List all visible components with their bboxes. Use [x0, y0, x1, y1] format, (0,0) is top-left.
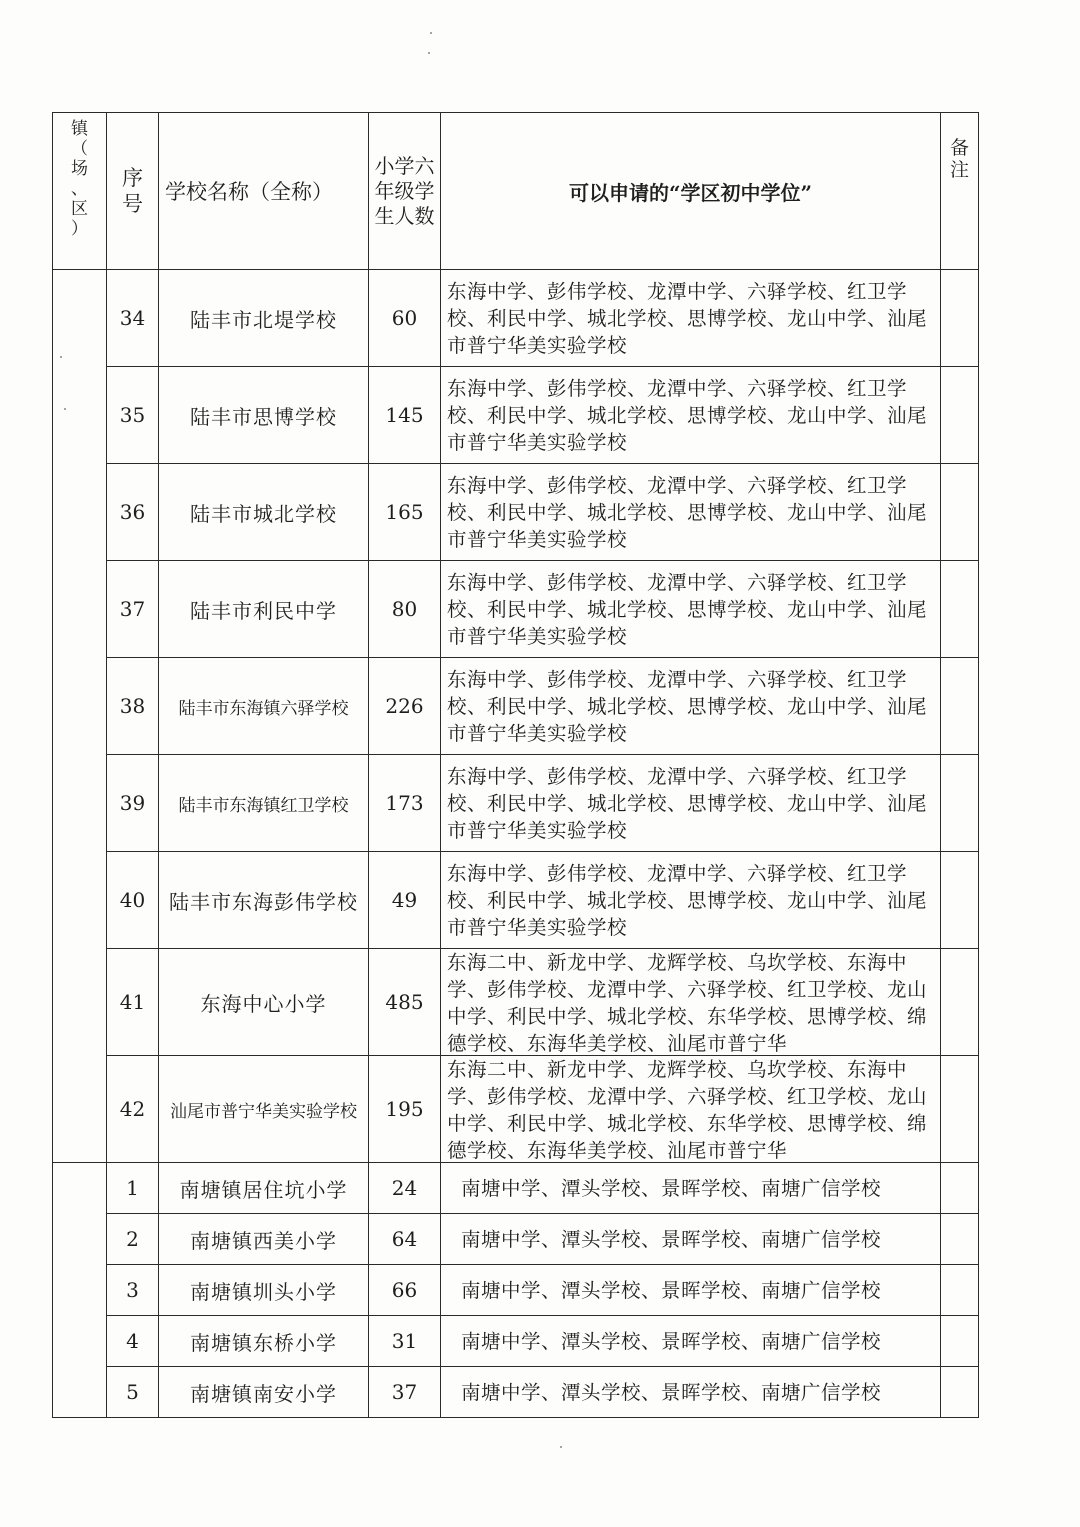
student-count: 145: [369, 367, 441, 464]
note-cell: [941, 1056, 979, 1163]
school-name: 陆丰市东海彭伟学校: [159, 852, 369, 949]
school-name: 南塘镇东桥小学: [159, 1316, 369, 1367]
row-number: 39: [107, 755, 159, 852]
school-name: 陆丰市北堤学校: [159, 270, 369, 367]
school-name: 南塘镇居住坑小学: [159, 1163, 369, 1214]
scan-speck: [428, 52, 430, 54]
row-number: 37: [107, 561, 159, 658]
student-count: 31: [369, 1316, 441, 1367]
student-count: 173: [369, 755, 441, 852]
student-count: 37: [369, 1367, 441, 1418]
school-name: 东海中心小学: [159, 949, 369, 1056]
eligible-schools: 东海中学、彭伟学校、龙潭中学、六驿学校、红卫学校、利民中学、城北学校、思博学校、龙山中学、汕尾市普宁华美实验学校: [447, 861, 928, 939]
row-number: 35: [107, 367, 159, 464]
school-name: 陆丰市东海镇六驿学校: [159, 658, 369, 755]
header-no: 序 号: [107, 113, 159, 270]
table-row: [53, 1265, 979, 1316]
table-row: [53, 949, 979, 1056]
header-schools: 可以申请的“学区初中学位”: [441, 113, 941, 270]
student-count: 24: [369, 1163, 441, 1214]
note-cell: [941, 1316, 979, 1367]
table-row: [53, 270, 979, 367]
eligible-schools: 东海中学、彭伟学校、龙潭中学、六驿学校、红卫学校、利民中学、城北学校、思博学校、龙山中学、汕尾市普宁华美实验学校: [447, 376, 928, 454]
row-number: 1: [107, 1163, 159, 1214]
student-count: 80: [369, 561, 441, 658]
table-row: [53, 755, 979, 852]
student-count: 60: [369, 270, 441, 367]
scan-speck: [430, 32, 432, 34]
school-name: 陆丰市东海镇红卫学校: [159, 755, 369, 852]
table-row: [53, 658, 979, 755]
row-number: 34: [107, 270, 159, 367]
eligible-schools: 南塘中学、潭头学校、景晖学校、南塘广信学校: [441, 1163, 941, 1214]
table-row: [53, 561, 979, 658]
scan-speck: [64, 408, 66, 410]
row-number: 3: [107, 1265, 159, 1316]
eligible-schools: 东海中学、彭伟学校、龙潭中学、六驿学校、红卫学校、利民中学、城北学校、思博学校、龙山中学、汕尾市普宁华美实验学校: [447, 473, 928, 551]
school-name: 汕尾市普宁华美实验学校: [159, 1056, 369, 1163]
row-number: 38: [107, 658, 159, 755]
student-count: 49: [369, 852, 441, 949]
eligible-schools-cell: [441, 949, 941, 1056]
table-body: [53, 113, 979, 1418]
note-cell: [941, 949, 979, 1056]
eligible-schools-cell: [441, 755, 941, 852]
town-cell-group-a: [53, 270, 107, 1163]
row-number: 5: [107, 1367, 159, 1418]
note-cell: [941, 270, 979, 367]
row-number: 41: [107, 949, 159, 1056]
school-name: 陆丰市利民中学: [159, 561, 369, 658]
student-count: 485: [369, 949, 441, 1056]
student-count: 195: [369, 1056, 441, 1163]
table-row: [53, 1316, 979, 1367]
eligible-schools: 东海中学、彭伟学校、龙潭中学、六驿学校、红卫学校、利民中学、城北学校、思博学校、龙山中学、汕尾市普宁华美实验学校: [447, 667, 928, 745]
eligible-schools-cell: [441, 367, 941, 464]
table-row: [53, 1056, 979, 1163]
header-note: 备 注: [941, 113, 979, 270]
eligible-schools: 南塘中学、潭头学校、景晖学校、南塘广信学校: [441, 1265, 941, 1316]
eligible-schools-cell: [441, 1056, 941, 1163]
table-row: [53, 852, 979, 949]
table-row: [53, 1214, 979, 1265]
note-cell: [941, 1265, 979, 1316]
eligible-schools: 东海中学、彭伟学校、龙潭中学、六驿学校、红卫学校、利民中学、城北学校、思博学校、龙山中学、汕尾市普宁华美实验学校: [447, 279, 928, 357]
student-count: 165: [369, 464, 441, 561]
row-number: 36: [107, 464, 159, 561]
row-number: 40: [107, 852, 159, 949]
eligible-schools-cell: [441, 270, 941, 367]
school-name: 南塘镇西美小学: [159, 1214, 369, 1265]
eligible-schools-cell: [441, 658, 941, 755]
note-cell: [941, 658, 979, 755]
note-cell: [941, 464, 979, 561]
school-name: 南塘镇圳头小学: [159, 1265, 369, 1316]
header-count: 小学六 年级学 生人数: [369, 113, 441, 270]
town-cell-group-b: [53, 1163, 107, 1418]
note-cell: [941, 755, 979, 852]
student-count: 64: [369, 1214, 441, 1265]
note-cell: [941, 1214, 979, 1265]
eligible-schools: 东海二中、新龙中学、龙辉学校、乌坎学校、东海中学、彭伟学校、龙潭中学、六驿学校、红卫学校、龙山中学、利民中学、城北学校、东华学校、思博学校、绵德学校、东海华美学校、汕尾市普宁华: [447, 1058, 928, 1162]
eligible-schools: 东海中学、彭伟学校、龙潭中学、六驿学校、红卫学校、利民中学、城北学校、思博学校、龙山中学、汕尾市普宁华美实验学校: [447, 764, 928, 842]
note-cell: [941, 367, 979, 464]
note-cell: [941, 561, 979, 658]
school-name: 陆丰市城北学校: [159, 464, 369, 561]
eligible-schools: 东海二中、新龙中学、龙辉学校、乌坎学校、东海中学、彭伟学校、龙潭中学、六驿学校、红卫学校、龙山中学、利民中学、城北学校、东华学校、思博学校、绵德学校、东海华美学校、汕尾市普宁华: [447, 951, 928, 1055]
table-row: [53, 367, 979, 464]
eligible-schools: 南塘中学、潭头学校、景晖学校、南塘广信学校: [441, 1367, 941, 1418]
scan-speck: [60, 356, 62, 358]
eligible-schools-cell: [441, 852, 941, 949]
header-name: 学校名称（全称）: [159, 113, 369, 270]
row-number: 2: [107, 1214, 159, 1265]
row-number: 42: [107, 1056, 159, 1163]
header-row: [53, 113, 979, 270]
eligible-schools: 南塘中学、潭头学校、景晖学校、南塘广信学校: [441, 1214, 941, 1265]
school-name: 南塘镇南安小学: [159, 1367, 369, 1418]
eligible-schools-cell: [441, 561, 941, 658]
table-row: [53, 464, 979, 561]
eligible-schools: 南塘中学、潭头学校、景晖学校、南塘广信学校: [441, 1316, 941, 1367]
note-cell: [941, 1367, 979, 1418]
student-count: 226: [369, 658, 441, 755]
school-table: [52, 112, 979, 1418]
row-number: 4: [107, 1316, 159, 1367]
student-count: 66: [369, 1265, 441, 1316]
table-row: [53, 1163, 979, 1214]
eligible-schools-cell: [441, 464, 941, 561]
note-cell: [941, 1163, 979, 1214]
school-name: 陆丰市思博学校: [159, 367, 369, 464]
table-row: [53, 1367, 979, 1418]
scan-speck: [560, 1446, 562, 1448]
header-town: 镇 （ 场 、 区 ）: [53, 113, 107, 270]
eligible-schools: 东海中学、彭伟学校、龙潭中学、六驿学校、红卫学校、利民中学、城北学校、思博学校、龙山中学、汕尾市普宁华美实验学校: [447, 570, 928, 648]
note-cell: [941, 852, 979, 949]
